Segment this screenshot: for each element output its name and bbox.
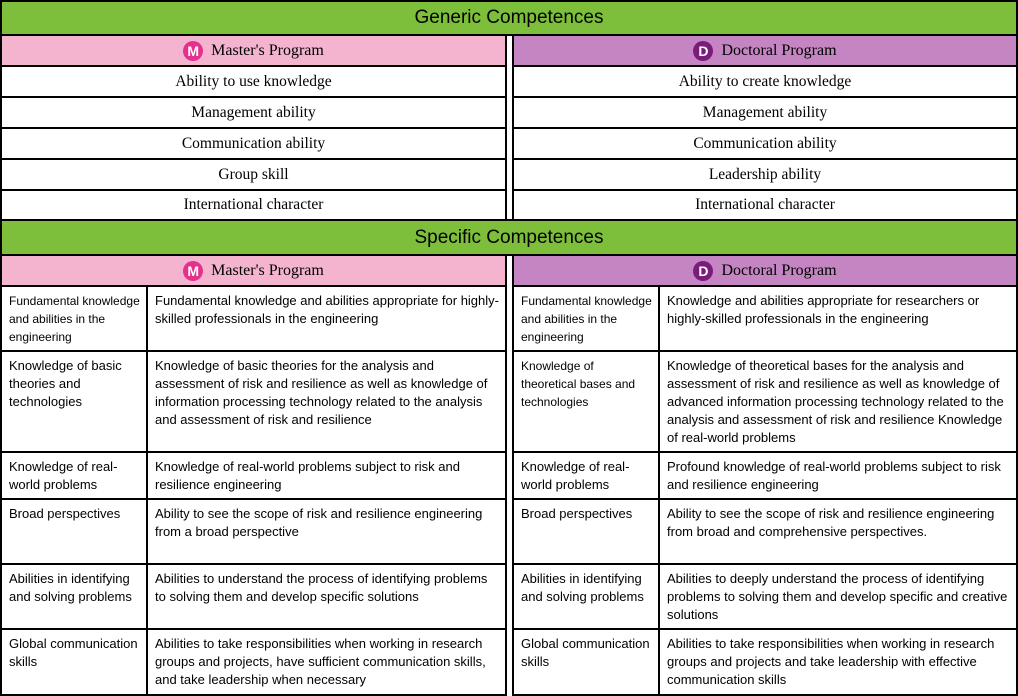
specific-doctoral-header (512, 256, 1018, 287)
specific-masters-row-label: Global communication skills (0, 630, 148, 696)
generic-masters-header (0, 36, 507, 67)
masters-badge-icon: M (183, 41, 203, 61)
generic-doctoral-item (512, 160, 1018, 191)
generic-doctoral-item-text: Leadership ability (708, 165, 822, 183)
generic-doctoral-item-text: Management ability (702, 103, 828, 121)
generic-doctoral-item (512, 98, 1018, 129)
specific-masters-row-label: Abilities in identifying and solving problems (0, 565, 148, 630)
generic-masters-item-text: Ability to use knowledge (175, 72, 332, 90)
doctoral-badge-icon: D (693, 261, 713, 281)
generic-masters-item (0, 160, 507, 191)
specific-masters-row-desc: Knowledge of real-world problems subject to risk and resilience engineering (146, 453, 507, 500)
specific-masters-label: Master's Program (211, 261, 324, 279)
specific-doctoral-row-desc: Knowledge of theoretical bases for the analysis and assessment of risk and resilience as well as knowledge of advanced information processing technology related to the analysis and assessment of risk and resilience Knowledge of real-world problems (658, 352, 1018, 453)
specific-masters-row-label: Knowledge of basic theories and technologies (0, 352, 148, 453)
generic-masters-item (0, 129, 507, 160)
specific-doctoral-row-desc: Abilities to take responsibilities when working in research groups and projects and take leadership with effective communication skills (658, 630, 1018, 696)
generic-masters-item-text: International character (183, 196, 324, 213)
generic-masters-item-text: Communication ability (181, 134, 326, 152)
generic-masters-item-text: Group skill (218, 165, 289, 183)
specific-doctoral-row-label: Knowledge of real-world problems (512, 453, 660, 500)
generic-doctoral-item-text: Communication ability (693, 134, 837, 152)
specific-competences-title: Specific Competences (414, 226, 604, 248)
generic-doctoral-item (512, 191, 1018, 221)
generic-doctoral-label: Doctoral Program (721, 41, 837, 59)
specific-masters-row-label: Knowledge of real-world problems (0, 453, 148, 500)
specific-doctoral-row-desc: Ability to see the scope of risk and resilience engineering from broad and comprehensive perspectives. (658, 500, 1018, 565)
generic-doctoral-header (512, 36, 1018, 67)
specific-masters-row-desc: Abilities to understand the process of identifying problems to solving them and develop specific solutions (146, 565, 507, 630)
specific-masters-header (0, 256, 507, 287)
specific-doctoral-row-label: Knowledge of theoretical bases and technologies (512, 352, 660, 453)
generic-masters-item (0, 98, 507, 129)
specific-doctoral-row-desc: Profound knowledge of real-world problems subject to risk and resilience engineering (658, 453, 1018, 500)
specific-masters-row-desc: Ability to see the scope of risk and resilience engineering from a broad perspective (146, 500, 507, 565)
specific-doctoral-row-label: Fundamental knowledge and abilities in the engineering (512, 287, 660, 352)
generic-masters-item (0, 67, 507, 98)
specific-masters-row-label: Fundamental knowledge and abilities in the engineering (0, 287, 148, 352)
specific-doctoral-row-label: Global communication skills (512, 630, 660, 696)
specific-doctoral-label: Doctoral Program (721, 261, 837, 279)
generic-doctoral-item-text: Ability to create knowledge (678, 72, 852, 90)
specific-doctoral-row-label: Broad perspectives (512, 500, 660, 565)
specific-competences-banner (0, 219, 1018, 256)
specific-masters-row-label: Broad perspectives (0, 500, 148, 565)
specific-doctoral-row-label: Abilities in identifying and solving problems (512, 565, 660, 630)
specific-doctoral-row-desc: Abilities to deeply understand the process of identifying problems to solving them and develop specific and creative solutions (658, 565, 1018, 630)
generic-masters-label: Master's Program (211, 41, 324, 59)
generic-competences-banner (0, 0, 1018, 36)
specific-masters-row-desc: Abilities to take responsibilities when working in research groups and projects, have sufficient communication skills, and take leadership when necessary (146, 630, 507, 696)
masters-badge-icon: M (183, 261, 203, 281)
generic-doctoral-item (512, 129, 1018, 160)
generic-competences-title: Generic Competences (414, 7, 604, 28)
generic-doctoral-item (512, 67, 1018, 98)
specific-masters-row-desc: Fundamental knowledge and abilities appropriate for highly-skilled professionals in the engineering (146, 287, 507, 352)
doctoral-badge-icon: D (693, 41, 713, 61)
generic-masters-item (0, 191, 507, 221)
specific-doctoral-row-desc: Knowledge and abilities appropriate for researchers or highly-skilled professionals in the engineering (658, 287, 1018, 352)
generic-doctoral-item-text: International character (695, 196, 835, 213)
generic-masters-item-text: Management ability (191, 103, 316, 121)
specific-masters-row-desc: Knowledge of basic theories for the analysis and assessment of risk and resilience as well as knowledge of information processing technology related to the analysis and assessment of risk and resilience (146, 352, 507, 453)
